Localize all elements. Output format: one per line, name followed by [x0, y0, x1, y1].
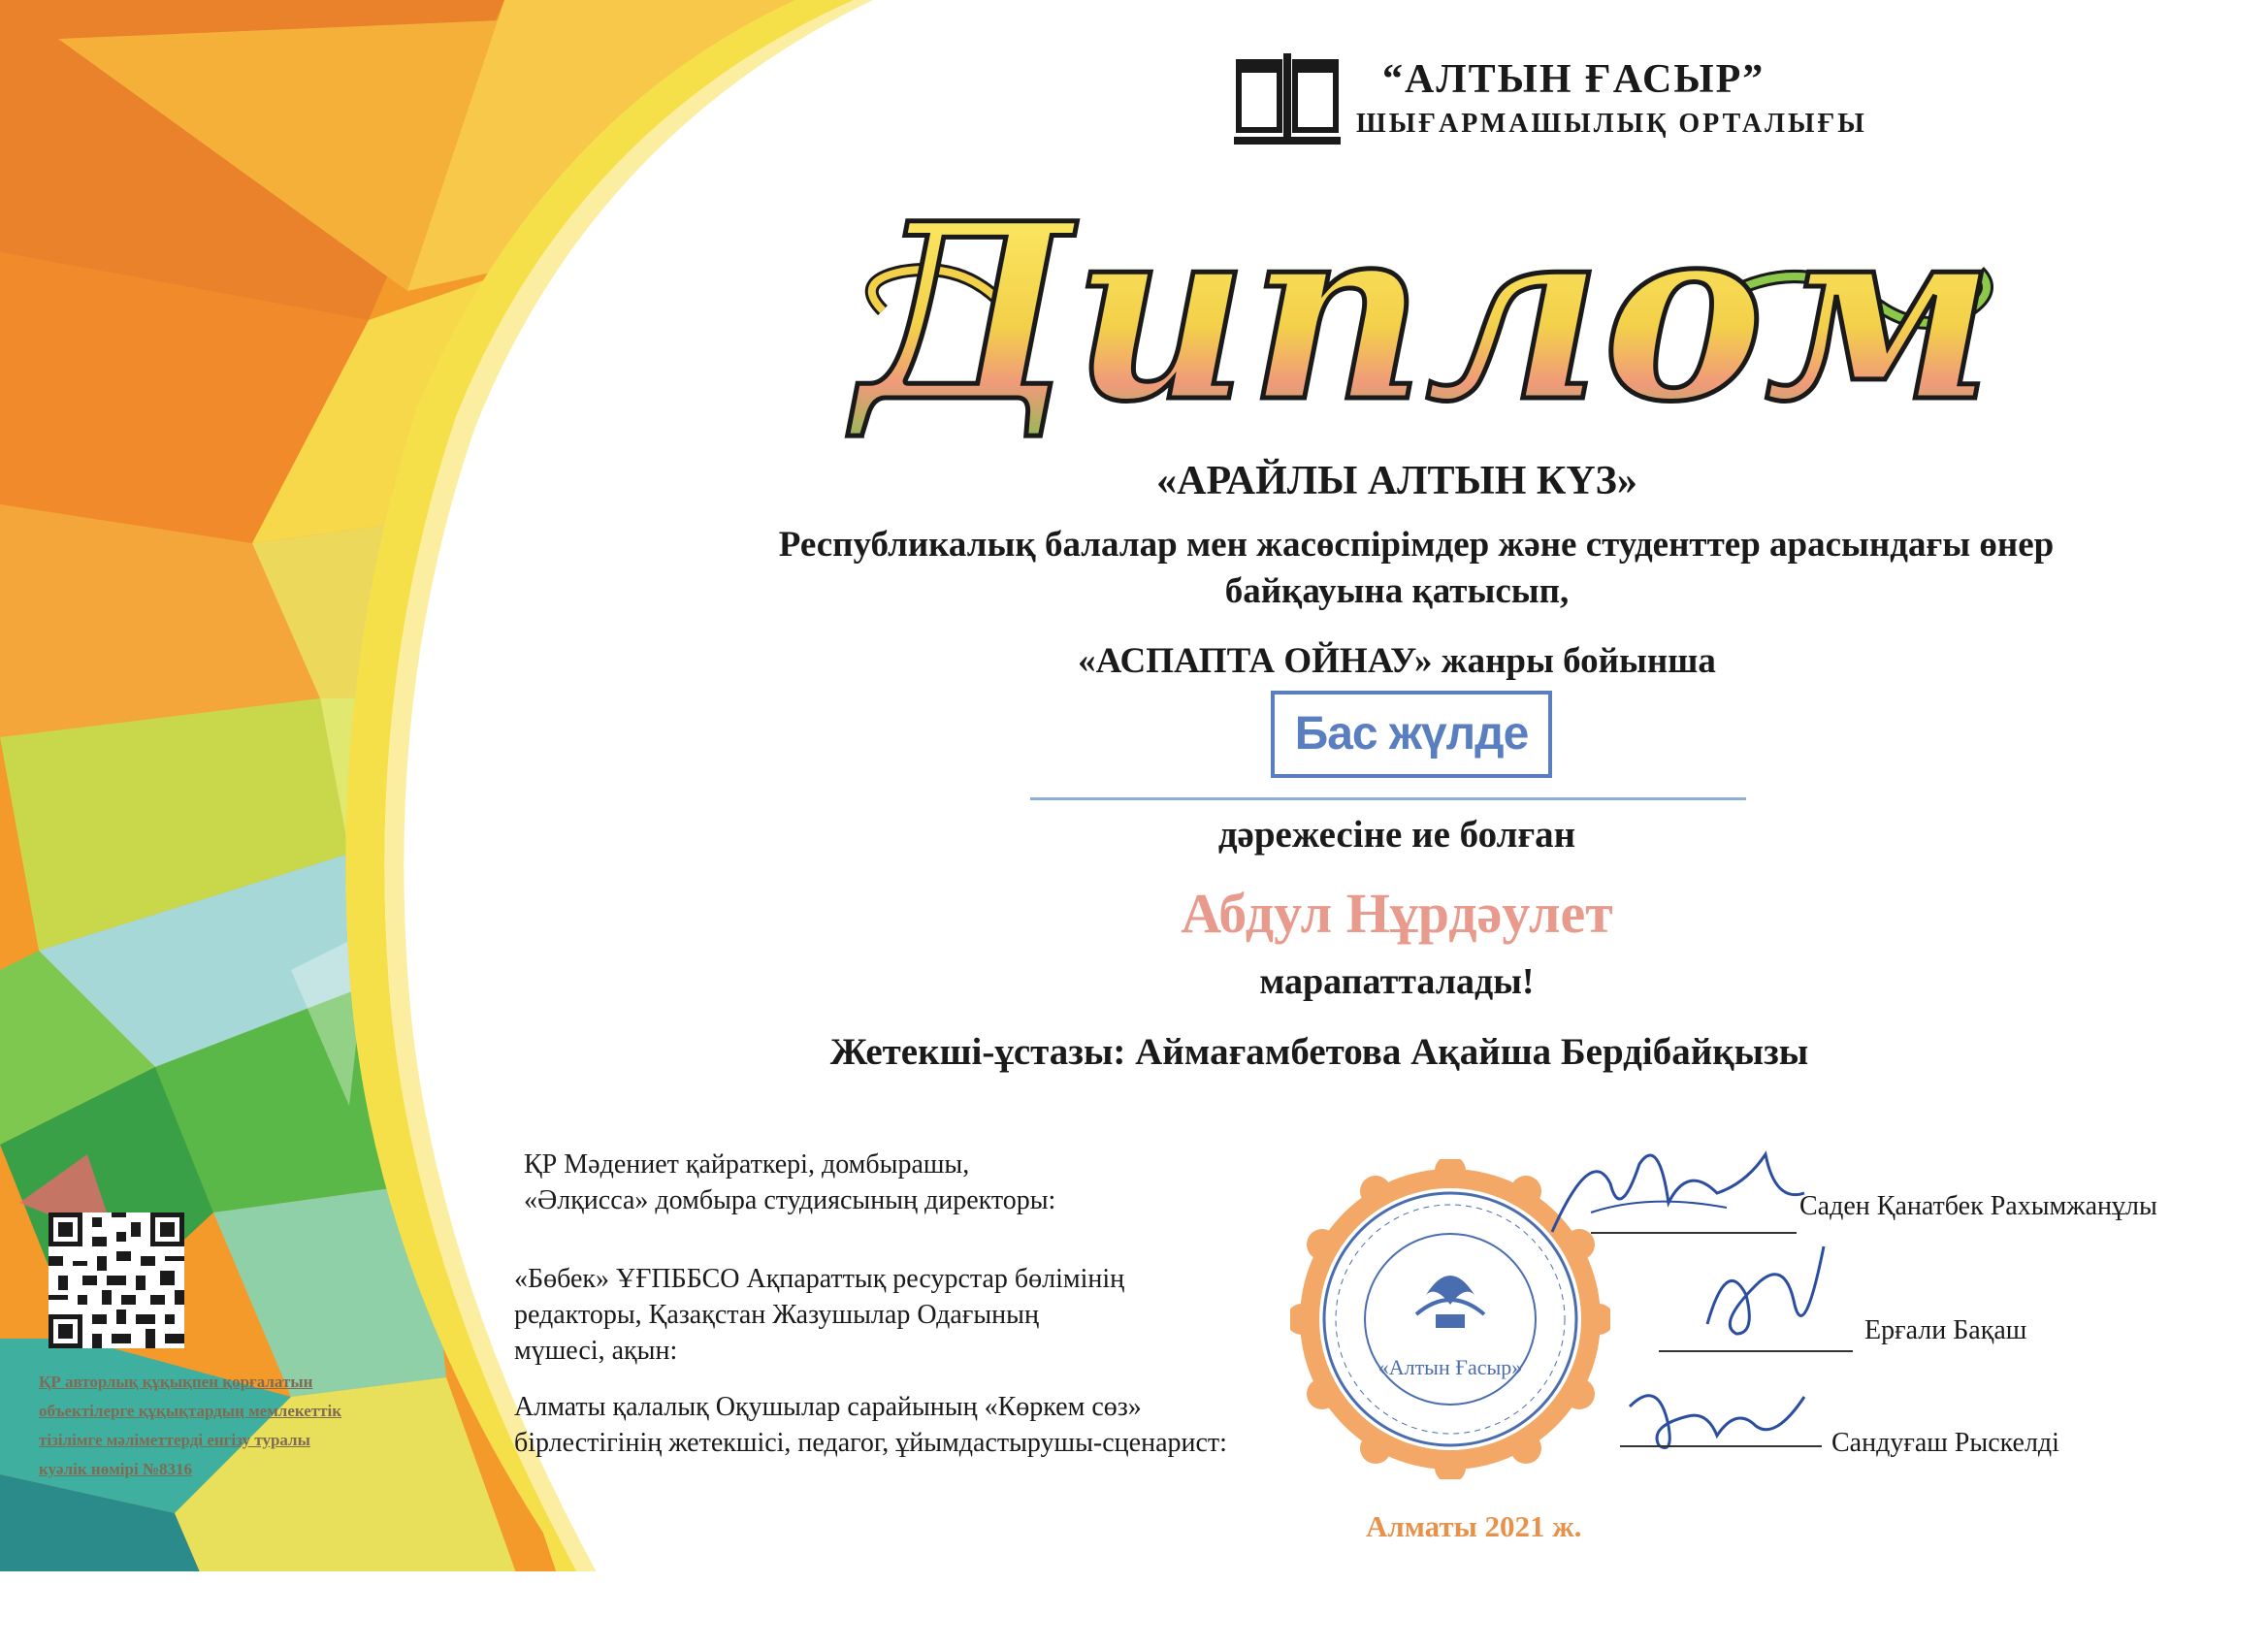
award-underline [1030, 797, 1746, 800]
signatory-2-title-line: «Бөбек» ҰҒПББСО Ақпараттық ресурстар бөлімінің [514, 1264, 1125, 1294]
signature-line-2 [1659, 1350, 1853, 1352]
signatory-1-title-line: «Әлқисса» домбыра студиясының директоры: [524, 1185, 1056, 1215]
qr-caption-line: тізілімге мәліметтерді енгізу туралы [39, 1431, 310, 1449]
qr-caption [39, 1368, 341, 1484]
signatory-2-title-line: редакторы, Қазақстан Жазушылар Одағының [514, 1300, 1039, 1330]
supervisor: Жетекші-ұстазы: Аймағамбетова Ақайша Бердібайқызы [829, 1031, 1809, 1073]
qr-caption-line: куәлік нөмірі №8316 [39, 1460, 193, 1478]
organization-subtitle: ШЫҒАРМАШЫЛЫҚ ОРТАЛЫҒЫ [1356, 109, 1867, 139]
organization-name: “АЛТЫН ҒАСЫР” [1382, 57, 1766, 102]
diploma-title-text: Диплом [857, 170, 1995, 455]
contest-name: «АРАЙЛЫ АЛТЫН КҮЗ» [1156, 459, 1637, 503]
signatory-3-title [514, 1389, 1227, 1461]
award-stamp-box [1271, 691, 1552, 778]
signature-line-3 [1620, 1445, 1822, 1447]
award-stamp-text: Бас жүлде [1294, 708, 1529, 760]
place-year: Алматы 2021 ж. [1366, 1509, 1582, 1543]
signatory-1-title-line: ҚР Мәдениет қайраткері, домбырашы, [524, 1149, 970, 1180]
signatory-1-title [524, 1147, 1055, 1218]
signatory-2-title-line: мүшесі, ақын: [514, 1336, 678, 1366]
signatory-1-name: Саден Қанатбек Рахымжанұлы [1799, 1191, 2157, 1221]
signature-3 [1620, 1368, 1814, 1474]
contest-genre: «АСПАПТА ОЙНАУ» жанры бойынша [1078, 641, 1716, 681]
signature-line-1 [1591, 1232, 1797, 1234]
signatory-2-title [514, 1261, 1124, 1369]
signatory-3-title-line: бірлестігінің жетекшісі, педагог, ұйымдастырушы-сценарист: [514, 1428, 1227, 1458]
awarded-text: марапатталады! [1259, 961, 1535, 1002]
seal-center-text: «Алтын Ғасыр» [1377, 1355, 1523, 1379]
diploma-title [844, 116, 2008, 466]
award-degree-text: дәрежесіне ие болған [1217, 814, 1576, 856]
qr-code-icon [49, 1212, 184, 1348]
signatory-3-title-line: Алматы қалалық Оқушылар сарайының «Көркем сөз» [514, 1392, 1142, 1422]
recipient-name: Абдул Нұрдәулет [1181, 882, 1613, 945]
qr-caption-line: ҚР авторлық құқықпен қорғалатын [39, 1373, 313, 1391]
contest-description-line1: Республикалық балалар мен жасөспірімдер және студенттер арасындағы өнер [778, 525, 2055, 565]
signatory-3-name: Сандуғаш Рыскелді [1831, 1428, 2059, 1458]
signature-2 [1688, 1237, 1843, 1353]
contest-description-line2: байқауына қатысып, [1224, 571, 1570, 611]
signatory-2-name: Ерғали Бақаш [1864, 1315, 2027, 1345]
qr-caption-line: объектілерге құқықтардың мемлекеттік [39, 1402, 342, 1420]
